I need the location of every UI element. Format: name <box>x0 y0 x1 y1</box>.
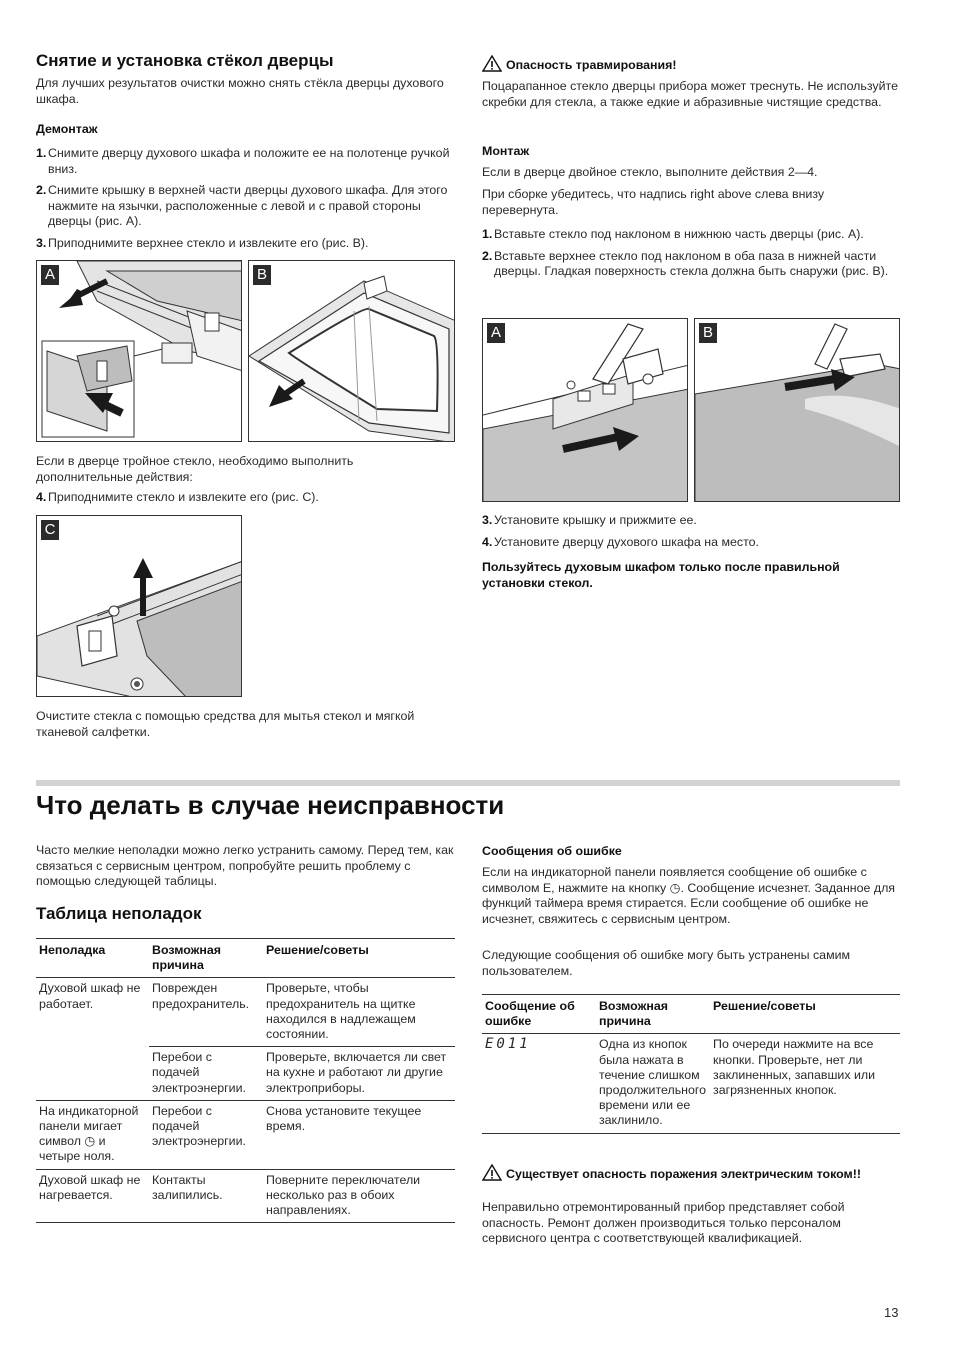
figure-label: A <box>41 265 59 285</box>
table-cell <box>36 1047 149 1101</box>
page-number: 13 <box>884 1305 899 1320</box>
table-cell: Снова установите текущее время. <box>266 1103 422 1134</box>
list-item: 2. Вставьте верхнее стекло под наклоном в оба паза в нижней части дверцы. Гладкая поверхность стекла должна быть снаружи (рис. B). <box>482 248 889 279</box>
section-title-glass: Снятие и установка стёкол дверцы <box>36 51 334 70</box>
table-header: Решение/советы <box>713 999 816 1013</box>
faults-table <box>36 938 455 1223</box>
shock-warning-text: Неправильно отремонтированный прибор представляет собой опасность. Ремонт должен производиться только персоналом сервисного центра с соответствующей квалификацией. <box>482 1200 845 1246</box>
list-item: 3. Приподнимите верхнее стекло и извлеките его (рис. B). <box>36 235 369 250</box>
table-cell: Перебои с подачей электроэнергии. <box>152 1050 246 1095</box>
warning-icon <box>482 55 502 72</box>
list-item: 2. Снимите крышку в верхней части дверцы духового шкафа. Для этого нажмите на язычки, расположенные с левой и с правой стороны дверцы (рис. A). <box>36 183 448 229</box>
figure-a-dismount <box>36 260 242 442</box>
mount-steps <box>482 227 902 286</box>
mount-steps-2 <box>482 513 902 556</box>
list-item: 4. Приподнимите стекло и извлеките его (рис. C). <box>36 490 319 504</box>
dismount-heading: Демонтаж <box>36 122 98 136</box>
table-cell: Перебои с подачей электроэнергии. <box>152 1103 246 1149</box>
table-header: Сообщение об ошибке <box>485 999 575 1029</box>
figure-label: B <box>699 323 717 343</box>
bold-note: Пользуйтесь духовым шкафом только после правильной установки стекол. <box>482 560 840 590</box>
figure-label: A <box>487 323 505 343</box>
error-code: E011 <box>485 1036 531 1053</box>
dismount-steps <box>36 146 456 258</box>
table-title: Таблица неполадок <box>36 904 202 923</box>
table-cell: По очереди нажмите на все кнопки. Проверьте, нет ли заклиненных, запавших или загрязненных кнопок. <box>713 1037 876 1098</box>
figure-a-mount <box>482 318 688 502</box>
door-glass-illustration <box>249 261 455 442</box>
insert-glass-illustration <box>483 319 688 502</box>
mount-paragraph-2: При сборке убедитесь, что надпись right above слева внизу перевернута. <box>482 187 825 217</box>
warning-icon <box>482 1164 502 1181</box>
list-item: 1. Снимите дверцу духового шкафа и положите ее на полотенце ручкой вниз. <box>36 146 450 176</box>
errors-paragraph-2: Следующие сообщения об ошибке могу быть устранены самим пользователем. <box>482 948 851 978</box>
table-cell: Проверьте, включается ли свет на кухне и работают ли другие электроприборы. <box>266 1050 447 1095</box>
clean-paragraph: Очистите стекла с помощью средства для мытья стекол и мягкой тканевой салфетки. <box>36 709 415 739</box>
troubleshooting-title: Что делать в случае неисправности <box>36 790 505 820</box>
table-row <box>36 1047 455 1101</box>
shock-warning-heading: Существует опасность поражения электрическим током!! <box>482 1164 882 1182</box>
mount-heading: Монтаж <box>482 144 530 158</box>
table-header: Неполадка <box>39 943 106 957</box>
section-divider <box>36 780 900 786</box>
figure-label: B <box>253 265 271 285</box>
table-cell: Поврежден предохранитель. <box>149 978 263 1047</box>
warning-heading: Опасность травмирования! <box>482 55 902 73</box>
table-row <box>36 978 455 1047</box>
third-glass-illustration <box>37 516 242 697</box>
troubleshooting-intro: Часто мелкие неполадки можно легко устранить самому. Перед тем, как связаться с сервисным центром, попробуйте решить проблему с помощью следующей таблицы. <box>36 843 454 889</box>
figure-c-dismount <box>36 515 242 697</box>
errors-paragraph-1: Если на индикаторной панели появляется сообщение об ошибке с символом E, нажмите на кнопку ◷. Сообщение исчезнет. Заданное для функций таймера время стирается. Если сообщение об ошибке не исчезнет, свяжитесь с сервисным центром. <box>482 865 896 926</box>
error-messages-table <box>482 994 900 1134</box>
table-cell: На индикаторной панели мигает символ ◷ и четыре ноля. <box>39 1103 139 1164</box>
triple-glass-paragraph: Если в дверце тройное стекло, необходимо выполнить дополнительные действия: <box>36 454 354 484</box>
mount-paragraph-1: Если в дверце двойное стекло, выполните действия 2—4. <box>482 165 818 179</box>
figure-b-dismount <box>248 260 455 442</box>
table-cell: Духовой шкаф не нагревается. <box>39 1172 141 1202</box>
figure-b-mount <box>694 318 900 502</box>
table-cell: Поверните переключатели несколько раз в обоих направлениях. <box>266 1172 421 1218</box>
list-item: 3. Установите крышку и прижмите ее. <box>482 513 697 527</box>
table-row <box>482 1034 900 1133</box>
table-cell: Духовой шкаф не работает. <box>39 981 141 1011</box>
table-cell: Проверьте, чтобы предохранитель на щитке находился в надлежащем состоянии. <box>263 978 455 1047</box>
door-cover-illustration <box>37 261 242 442</box>
table-header: Возможная причина <box>598 999 668 1029</box>
table-cell: Контакты залипились. <box>152 1172 223 1202</box>
table-header: Возможная причина <box>152 943 222 973</box>
warning-text: Поцарапанное стекло дверцы прибора может треснуть. Не используйте скребки для стекла, а также едкие и абразивные чистящие средства. <box>482 79 898 109</box>
intro-paragraph: Для лучших результатов очистки можно снять стёкла дверцы духового шкафа. <box>36 76 444 106</box>
table-header: Решение/советы <box>266 943 369 957</box>
table-cell: Одна из кнопок была нажата в течение слишком продолжительного времени или ее заклинило. <box>598 1037 707 1128</box>
errors-heading: Сообщения об ошибке <box>482 844 622 858</box>
table-row <box>36 1100 455 1169</box>
list-item: 4. Установите дверцу духового шкафа на место. <box>482 534 759 549</box>
figure-label: C <box>41 520 59 540</box>
insert-top-glass-illustration <box>695 319 900 502</box>
list-item: 1. Вставьте стекло под наклоном в нижнюю часть дверцы (рис. A). <box>482 227 864 241</box>
table-row <box>36 1169 455 1223</box>
step-4 <box>36 490 456 512</box>
